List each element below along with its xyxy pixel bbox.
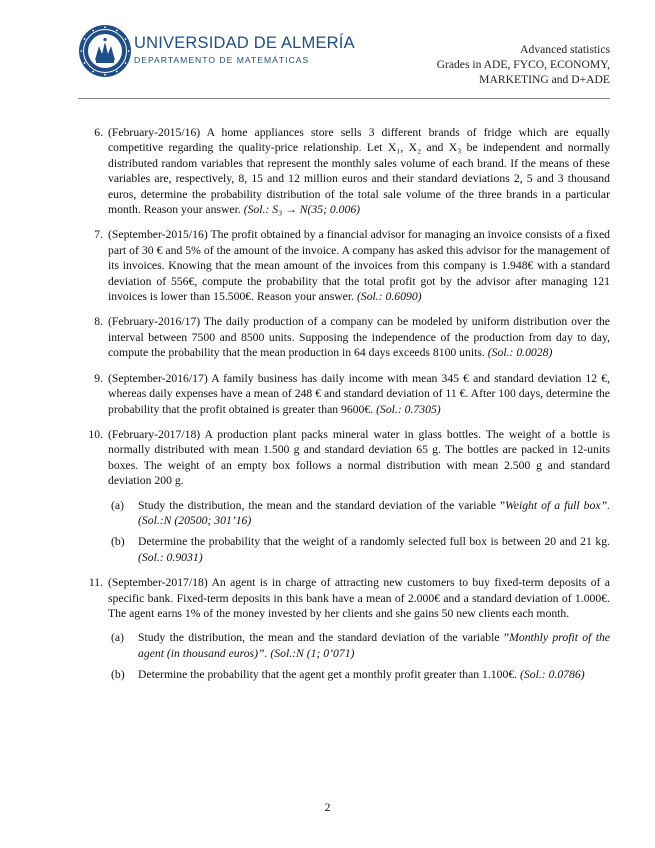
solution: (Sol.:N (20500; 301’16) (138, 513, 252, 527)
problem-number: 6. (94, 126, 103, 139)
problem-10 (78, 427, 610, 565)
problem-number: 10. (88, 427, 103, 441)
solution: (Sol.: 0.0028) (487, 346, 553, 360)
subproblem-b (108, 534, 610, 565)
problem-list (78, 125, 610, 693)
subproblem-text: Study the distribution, the mean and the standard deviation of the variable ” (138, 498, 506, 512)
problem-text: (September-2015/16) The profit obtained by a financial advisor for managing an invoice consists of a fixed part of 30 € and 5% of the amount of the invoice. A company has asked this advisor for the management of its invoices. Knowing that the mean amount of the invoices from this company is 1.948€ with a standard deviation of 556€, compute the probability that the total profit got by the advisor after managing 121 invoices is lower than 15.500€. Reason your answer. (108, 228, 610, 304)
header-rule (78, 98, 610, 99)
subproblem-a (108, 498, 610, 529)
problem-6 (78, 125, 610, 217)
solution: (Sol.: 0.9031) (138, 550, 203, 564)
subproblem-label: (a) (111, 498, 124, 512)
course-title: Advanced statistics (520, 43, 610, 56)
problem-text: (September-2016/17) A family business has daily income with mean 345 € and standard deviation 12 €, whereas daily expenses have a mean of 248 € and standard deviation of 11 €. After 100 days, determine the probability that the profit obtained is greater than 9600€. (108, 371, 610, 416)
problem-7 (78, 227, 610, 304)
solution: (Sol.:N (1; 0’071) (270, 646, 355, 660)
grades-line-2: MARKETING and D+ADE (479, 73, 610, 86)
problem-number: 8. (94, 315, 103, 329)
problem-number: 11. (88, 576, 103, 590)
subproblem-text-end: ”. (600, 498, 610, 512)
problem-text: (February-2017/18) A production plant packs mineral water in glass bottles. The weight of a bottle is normally distributed with mean 1.500 g and standard deviation 65 g. The bottles are packed in 12-units boxes. The weight of an empty box follows a normal distribution with mean 2.500 g and standard deviation 200 g. (108, 427, 610, 488)
problem-number: 9. (94, 371, 103, 385)
problem-text: (September-2017/18) An agent is in charge of attracting new customers to buy fixed-term deposits of a specific bank. Fixed-term deposits in this bank have a mean of 2.000€ and a standard deviation of 1.000€. The agent earns 1% of the money invested by her clients and she gains 50 new clients each month. (108, 576, 610, 620)
subproblem-text: Study the distribution, the mean and the standard deviation of the variable ” (138, 631, 510, 645)
subproblem-a (108, 630, 610, 661)
university-name: UNIVERSIDAD DE ALMERÍA (134, 34, 355, 52)
solution: (Sol.: 0.0786) (520, 668, 585, 682)
subproblem-label: (b) (111, 535, 125, 549)
page-number: 2 (324, 801, 331, 814)
solution: (Sol.: 0.7305) (376, 402, 441, 416)
page-header (78, 22, 610, 97)
variable-name: Weight of a full box (505, 498, 601, 512)
grades-line-1: Grades in ADE, FYCO, ECONOMY, (436, 58, 610, 71)
subproblem-text-end: ”. (258, 646, 268, 660)
university-seal-logo (78, 24, 132, 78)
problem-text: (February-2015/16) A home appliances store sells 3 different brands of fridge which are equally competitive regarding the quality-price relationship. Let X₁, X₂ and X₃ be independent and normally distributed random variables that represent the monthly sales volume of each brand. If the means of these variables are, respectively, 8, 15 and 12 million euros and their standard deviations 2, 5 and 3 thousand euros, determine the probability distribution of the total sale volume of the three brands in a particular month. Reason your answer. (108, 126, 610, 217)
variable-name: Monthly profit of the agent (in thousand euros) (138, 631, 610, 660)
course-info (437, 42, 610, 87)
problem-8 (78, 314, 610, 360)
subproblem-b (108, 667, 610, 682)
problem-9 (78, 371, 610, 417)
solution: (Sol.: 0.6090) (356, 290, 422, 304)
subproblem-text: Determine the probability that the agent get a monthly profit greater than 1.100€. (138, 668, 518, 682)
solution: (Sol.: S₃ → N(35; 0.006) (243, 203, 361, 217)
problem-number: 7. (94, 228, 103, 242)
problem-text: (February-2016/17) The daily production of a company can be modeled by uniform distribution over the interval between 7500 and 8500 units. Supposing the independence of the production from day to day, compute the probability that the mean production in 64 days exceeds 8100 units. (108, 315, 610, 360)
subproblem-text: Determine the probability that the weight of a randomly selected full box is between 20 and 21 kg. (138, 535, 610, 549)
subproblem-label: (b) (111, 668, 125, 682)
problem-11 (78, 575, 610, 682)
subproblem-label: (a) (111, 631, 124, 645)
department-name: DEPARTAMENTO DE MATEMÁTICAS (134, 55, 310, 65)
